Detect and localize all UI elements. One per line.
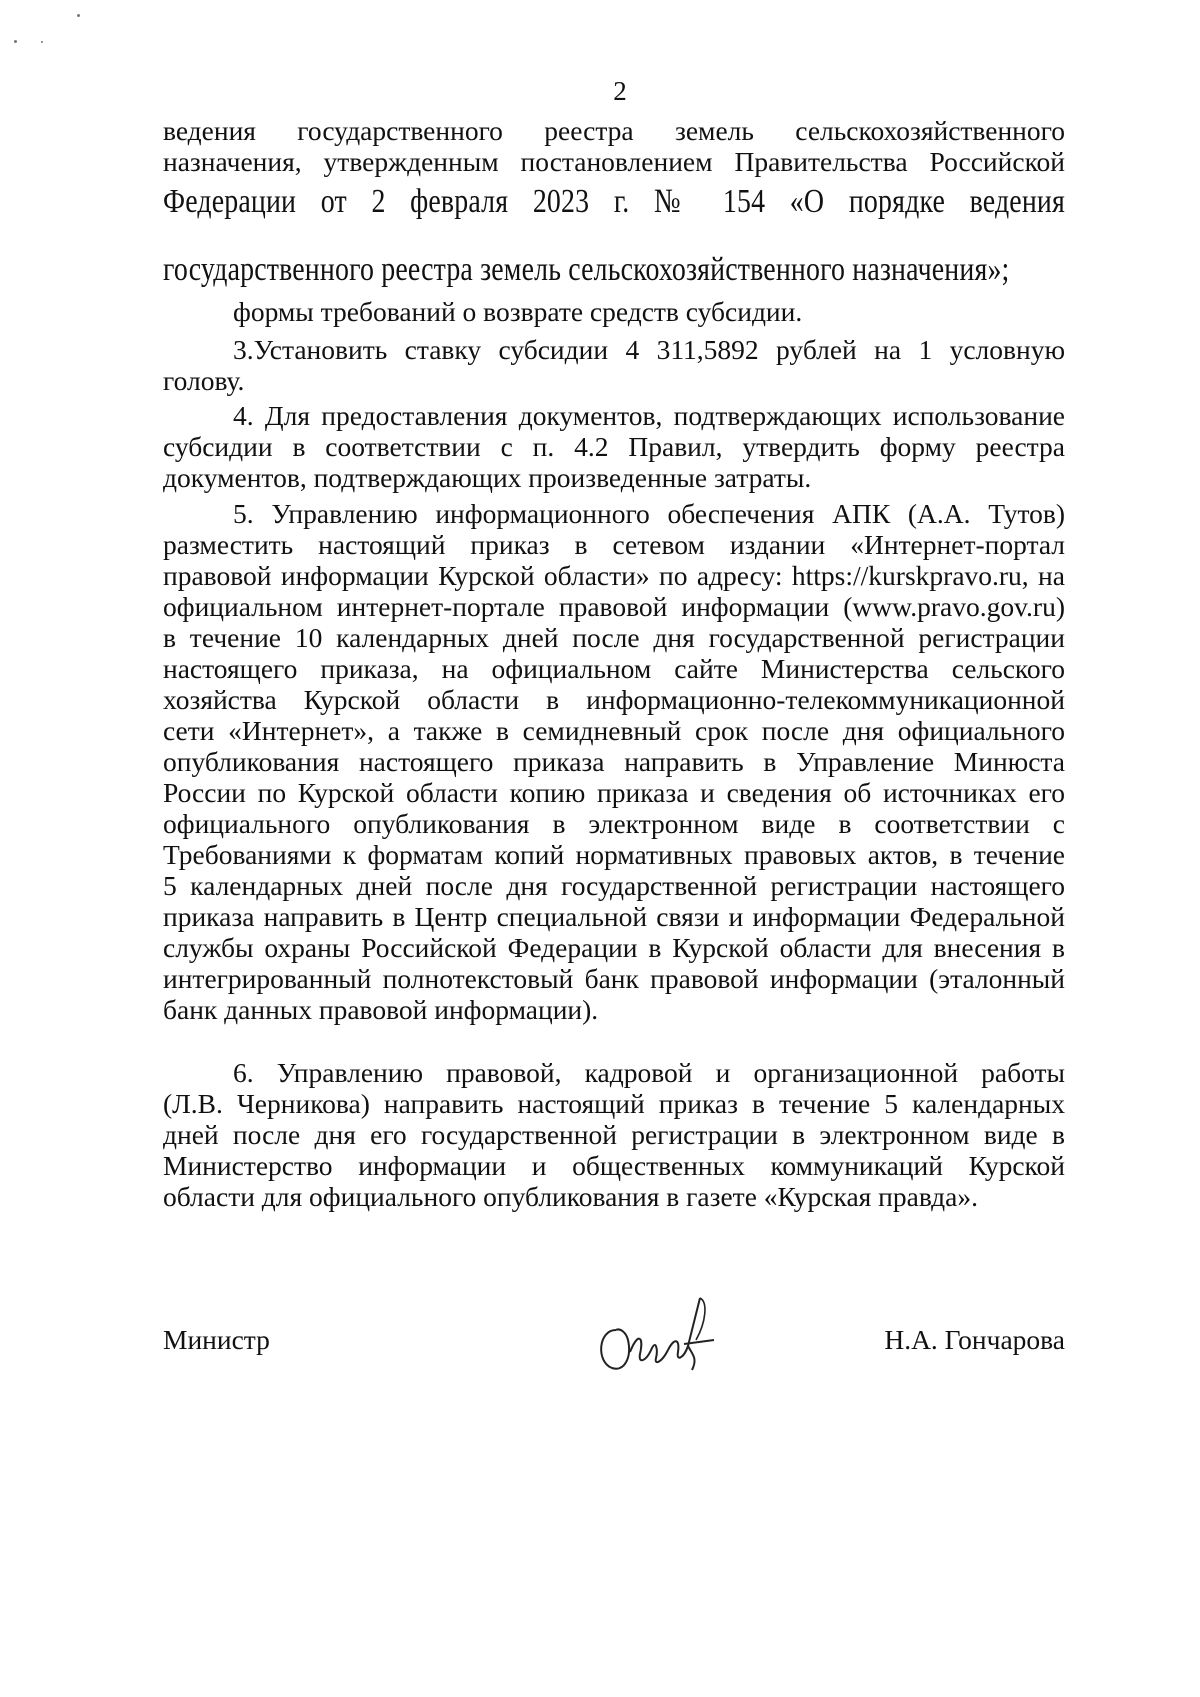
signature-block — [163, 1310, 1065, 1390]
text-line: в течение 10 календарных дней после дня государственной регистрации — [163, 622, 1065, 653]
intro-paragraph — [163, 115, 1065, 177]
text-line: дней после дня его государственной регистрации в электронном виде в — [163, 1119, 1065, 1150]
condensed-line-block — [163, 250, 1065, 290]
text-line: официальном интернет-портале правовой информации (www.pravo.gov.ru) — [163, 591, 1065, 622]
item-4-paragraph — [163, 400, 1065, 493]
text-line: опубликования настоящего приказа направить в Управление Минюста — [163, 746, 1065, 777]
text-line: банк данных правовой информации). — [163, 994, 599, 1025]
text-line: России по Курской области копию приказа и сведения об источниках его — [163, 777, 1065, 808]
text-line: хозяйства Курской области в информационно-телекоммуникационной — [163, 684, 1065, 715]
text-line: официального опубликования в электронном виде в соответствии с — [163, 808, 1065, 839]
text-line: назначения, утвержденным постановлением Правительства Российской — [163, 146, 1065, 177]
text-line: 5 календарных дней после дня государственной регистрации настоящего — [163, 870, 1065, 901]
text-line: голову. — [163, 365, 245, 396]
page-number: 2 — [613, 76, 627, 106]
scan-speck — [77, 14, 80, 17]
text-line: сети «Интернет», а также в семидневный срок после дня официального — [163, 715, 1065, 746]
text-line: правовой информации Курской области» по адресу: https://kurskpravo.ru, на — [163, 560, 1065, 591]
condensed-line-block — [163, 182, 1065, 222]
text-line: приказа направить в Центр специальной связи и информации Федеральной — [163, 901, 1065, 932]
text-line: 4. Для предоставления документов, подтверждающих использование — [233, 400, 1065, 431]
item-5-paragraph — [163, 498, 1065, 1025]
text-line-condensed: Федерации от 2 февраля 2023 г. № 154 «О порядке ведения — [163, 183, 1065, 220]
text-line: 3.Установить ставку субсидии 4 311,5892 рублей на 1 условную — [233, 334, 1065, 365]
text-line: разместить настоящий приказ в сетевом издании «Интернет-портал — [163, 529, 1065, 560]
text-line: ведения государственного реестра земель сельскохозяйственного — [163, 115, 1065, 146]
text-line: (Л.В. Черникова) направить настоящий приказ в течение 5 календарных — [163, 1088, 1065, 1119]
text-line: интегрированный полнотекстовый банк правовой информации (эталонный — [163, 963, 1065, 994]
handwritten-signature — [588, 1292, 738, 1377]
text-line-condensed: государственного реестра земель сельскохозяйственного назначения»; — [163, 251, 1010, 288]
text-line: области для официального опубликования в газете «Курская правда». — [163, 1181, 978, 1212]
text-line: 6. Управлению правовой, кадровой и организационной работы — [233, 1057, 1065, 1088]
scan-speck — [14, 40, 17, 43]
text-line: настоящего приказа, на официальном сайте Министерства сельского — [163, 653, 1065, 684]
signatory-title: Министр — [163, 1324, 270, 1355]
text-line: 5. Управлению информационного обеспечения АПК (А.А. Тутов) — [233, 498, 1065, 529]
scan-speck — [41, 41, 43, 43]
forms-paragraph — [163, 296, 1065, 327]
text-line: службы охраны Российской Федерации в Курской области для внесения в — [163, 932, 1065, 963]
text-line: Министерство информации и общественных коммуникаций Курской — [163, 1150, 1065, 1181]
signatory-name: Н.А. Гончарова — [884, 1324, 1065, 1355]
item-3-paragraph — [163, 334, 1065, 396]
text-line: документов, подтверждающих произведенные затраты. — [163, 462, 812, 493]
text-line: субсидии в соответствии с п. 4.2 Правил, утвердить форму реестра — [163, 431, 1065, 462]
item-6-paragraph — [163, 1057, 1065, 1212]
text-line: формы требований о возврате средств субсидии. — [233, 296, 803, 327]
text-line: Требованиями к форматам копий нормативных правовых актов, в течение — [163, 839, 1065, 870]
